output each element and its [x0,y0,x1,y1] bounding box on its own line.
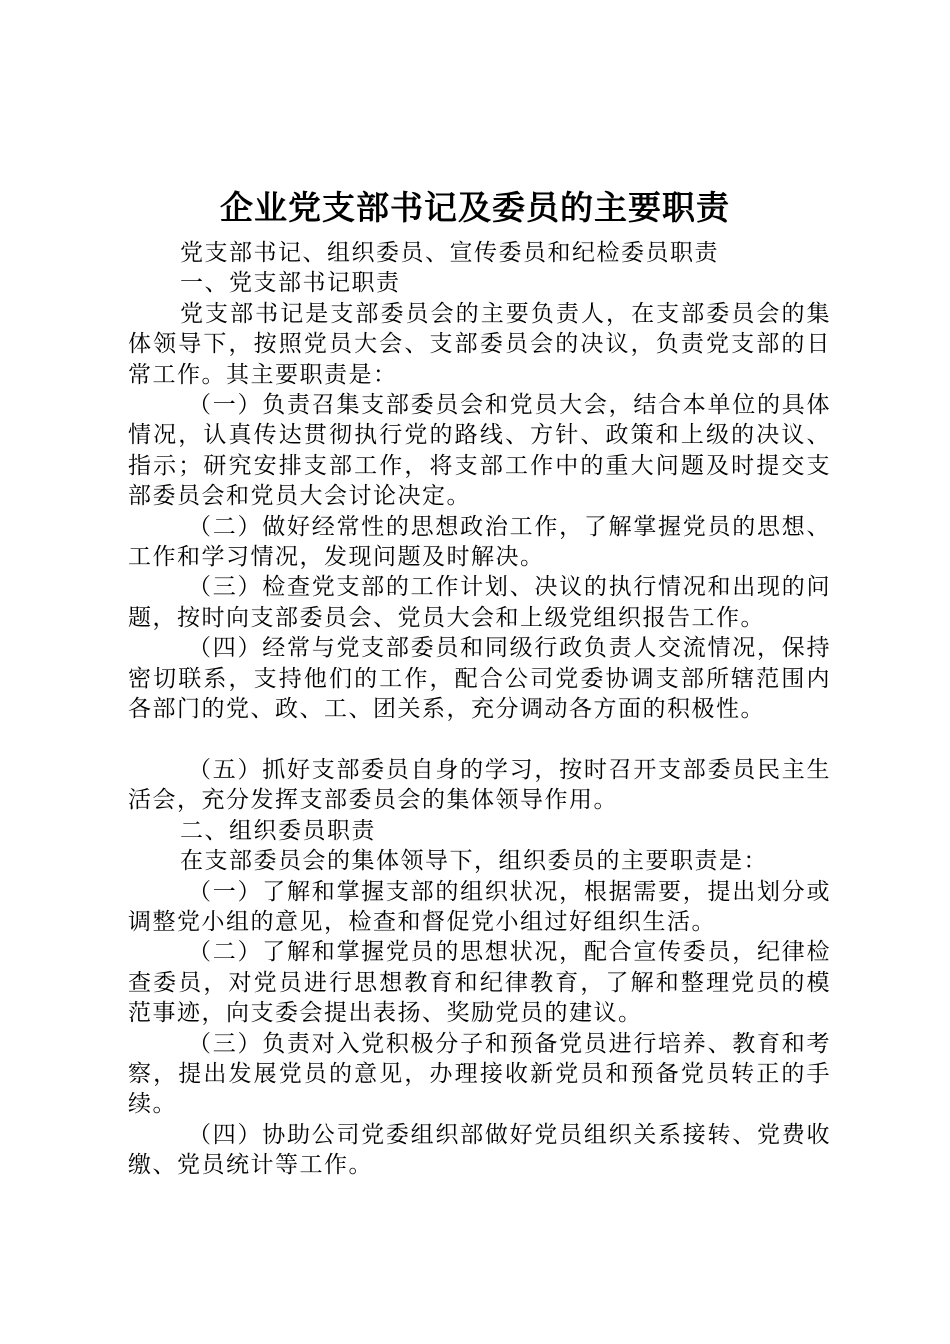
paragraph-organization-item-2: （二）了解和掌握党员的思想状况，配合宣传委员，纪律检查委员，对党员进行思想教育和纪律教育，了解和整理党员的模范事迹，向支委会提出表扬、奖励党员的建议。 [128,939,831,1027]
paragraph-organization-item-4: （四）协助公司党委组织部做好党员组织关系接转、党费收缴、党员统计等工作。 [128,1121,831,1179]
paragraph-secretary-item-3: （三）检查党支部的工作计划、决议的执行情况和出现的问题，按时向支部委员会、党员大会和上级党组织报告工作。 [128,574,831,631]
paragraph-secretary-item-2: （二）做好经常性的思想政治工作，了解掌握党员的思想、工作和学习情况，发现问题及时解决。 [128,513,831,571]
paragraph-secretary-item-1: （一）负责召集支部委员会和党员大会，结合本单位的具体情况，认真传达贯彻执行党的路线、方针、政策和上级的决议、指示；研究安排支部工作，将支部工作中的重大问题及时提交支部委员会和党员大会讨论决定。 [128,392,831,510]
paragraph-organization-intro: 在支部委员会的集体领导下，组织委员的主要职责是： [180,848,768,875]
document-body [128,238,831,1181]
section-heading-organization: 二、组织委员职责 [180,817,376,844]
paragraph-organization-item-3: （三）负责对入党积极分子和预备党员进行培养、教育和考察，提出发展党员的意见，办理接收新党员和预备党员转正的手续。 [128,1030,831,1118]
paragraph-secretary-intro: 党支部书记是支部委员会的主要负责人，在支部委员会的集体领导下，按照党员大会、支部委员会的决议，负责党支部的日常工作。其主要职责是： [128,300,831,388]
paragraph-organization-item-1: （一）了解和掌握支部的组织状况，根据需要，提出划分或调整党小组的意见，检查和督促党小组过好组织生活。 [128,878,831,935]
blank-line [128,725,831,755]
subtitle-paragraph: 党支部书记、组织委员、宣传委员和纪检委员职责 [180,240,719,266]
paragraph-secretary-item-4: （四）经常与党支部委员和同级行政负责人交流情况，保持密切联系，支持他们的工作，配合公司党委协调支部所辖范围内各部门的党、政、工、团关系，充分调动各方面的积极性。 [128,635,831,723]
document-title: 企业党支部书记及委员的主要职责 [220,188,730,227]
paragraph-secretary-item-5: （五）抓好支部委员自身的学习，按时召开支部委员民主生活会，充分发挥支部委员会的集体领导作用。 [128,756,831,814]
section-heading-secretary: 一、党支部书记职责 [180,270,401,297]
